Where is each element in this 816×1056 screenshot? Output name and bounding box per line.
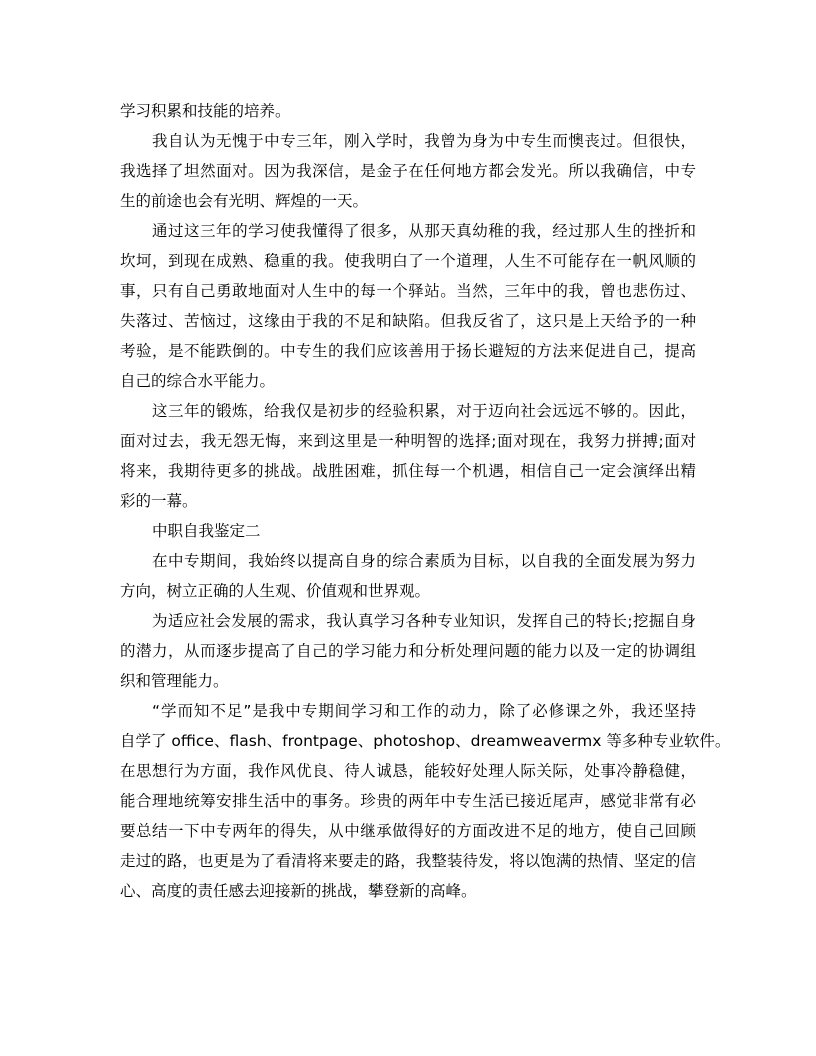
paragraph-start-line: 在中专期间，我始终以提高自身的综合素质为目标，以自我的全面发展为努力 [152, 552, 696, 570]
paragraph-start-line: “学而知不足”是我中专期间学习和工作的动力，除了必修课之外，我还坚持 [152, 702, 696, 720]
text-line: 能合理地统筹安排生活中的事务。珍贵的两年中专生活已接近尾声，感觉非常有必 [120, 792, 696, 810]
text-line: 面对过去，我无怨无悔，来到这里是一种明智的选择;面对现在，我努力拼搏;面对 [120, 432, 696, 450]
section-heading: 中职自我鉴定二 [152, 522, 261, 540]
text-line: 在思想行为方面，我作风优良、待人诚恳，能较好处理人际关际，处事冷静稳健， [120, 762, 696, 780]
text-line: 心、高度的责任感去迎接新的挑战，攀登新的高峰。 [120, 882, 477, 900]
text-line: 要总结一下中专两年的得失，从中继承做得好的方面改进不足的地方，使自己回顾 [120, 822, 696, 840]
paragraph-start-line: 我自认为无愧于中专三年，刚入学时，我曾为身为中专生而懊丧过。但很快， [152, 132, 696, 150]
text-line: 织和管理能力。 [120, 672, 229, 690]
text-line: 彩的一幕。 [120, 492, 198, 510]
paragraph-start-line: 通过这三年的学习使我懂得了很多，从那天真幼稚的我，经过那人生的挫折和 [152, 222, 696, 240]
paragraph-start-line: 为适应社会发展的需求，我认真学习各种专业知识，发挥自己的特长;挖掘自身 [152, 612, 696, 630]
paragraph-start-line: 这三年的锻炼，给我仅是初步的经验积累，对于迈向社会远远不够的。因此， [152, 402, 696, 420]
text-line: 我选择了坦然面对。因为我深信，是金子在任何地方都会发光。所以我确信，中专 [120, 162, 696, 180]
text-line: 自己的综合水平能力。 [120, 372, 276, 390]
text-line: 方向，树立正确的人生观、价值观和世界观。 [120, 582, 431, 600]
text-line: 学习积累和技能的培养。 [120, 102, 291, 120]
text-line: 事，只有自己勇敢地面对人生中的每一个驿站。当然，三年中的我，曾也悲伤过、 [120, 282, 696, 300]
document-page [120, 96, 731, 906]
text-line: 走过的路，也更是为了看清将来要走的路，我整装待发，将以饱满的热情、坚定的信 [120, 852, 696, 870]
text-line: 失落过、苦恼过，这缘由于我的不足和缺陷。但我反省了，这只是上天给予的一种 [120, 312, 696, 330]
text-line: 生的前途也会有光明、辉煌的一天。 [120, 192, 369, 210]
text-line: 将来，我期待更多的挑战。战胜困难，抓住每一个机遇，相信自己一定会演绎出精 [120, 462, 696, 480]
text-line: 自学了 office、flash、frontpage、photoshop、dreamweavermx 等多种专业软件。 [120, 732, 731, 750]
text-line: 的潜力，从而逐步提高了自己的学习能力和分析处理问题的能力以及一定的协调组 [120, 642, 696, 660]
text-line: 坎坷，到现在成熟、稳重的我。使我明白了一个道理，人生不可能存在一帆风顺的 [120, 252, 696, 270]
text-line: 考验，是不能跌倒的。中专生的我们应该善用于扬长避短的方法来促进自己，提高 [120, 342, 696, 360]
